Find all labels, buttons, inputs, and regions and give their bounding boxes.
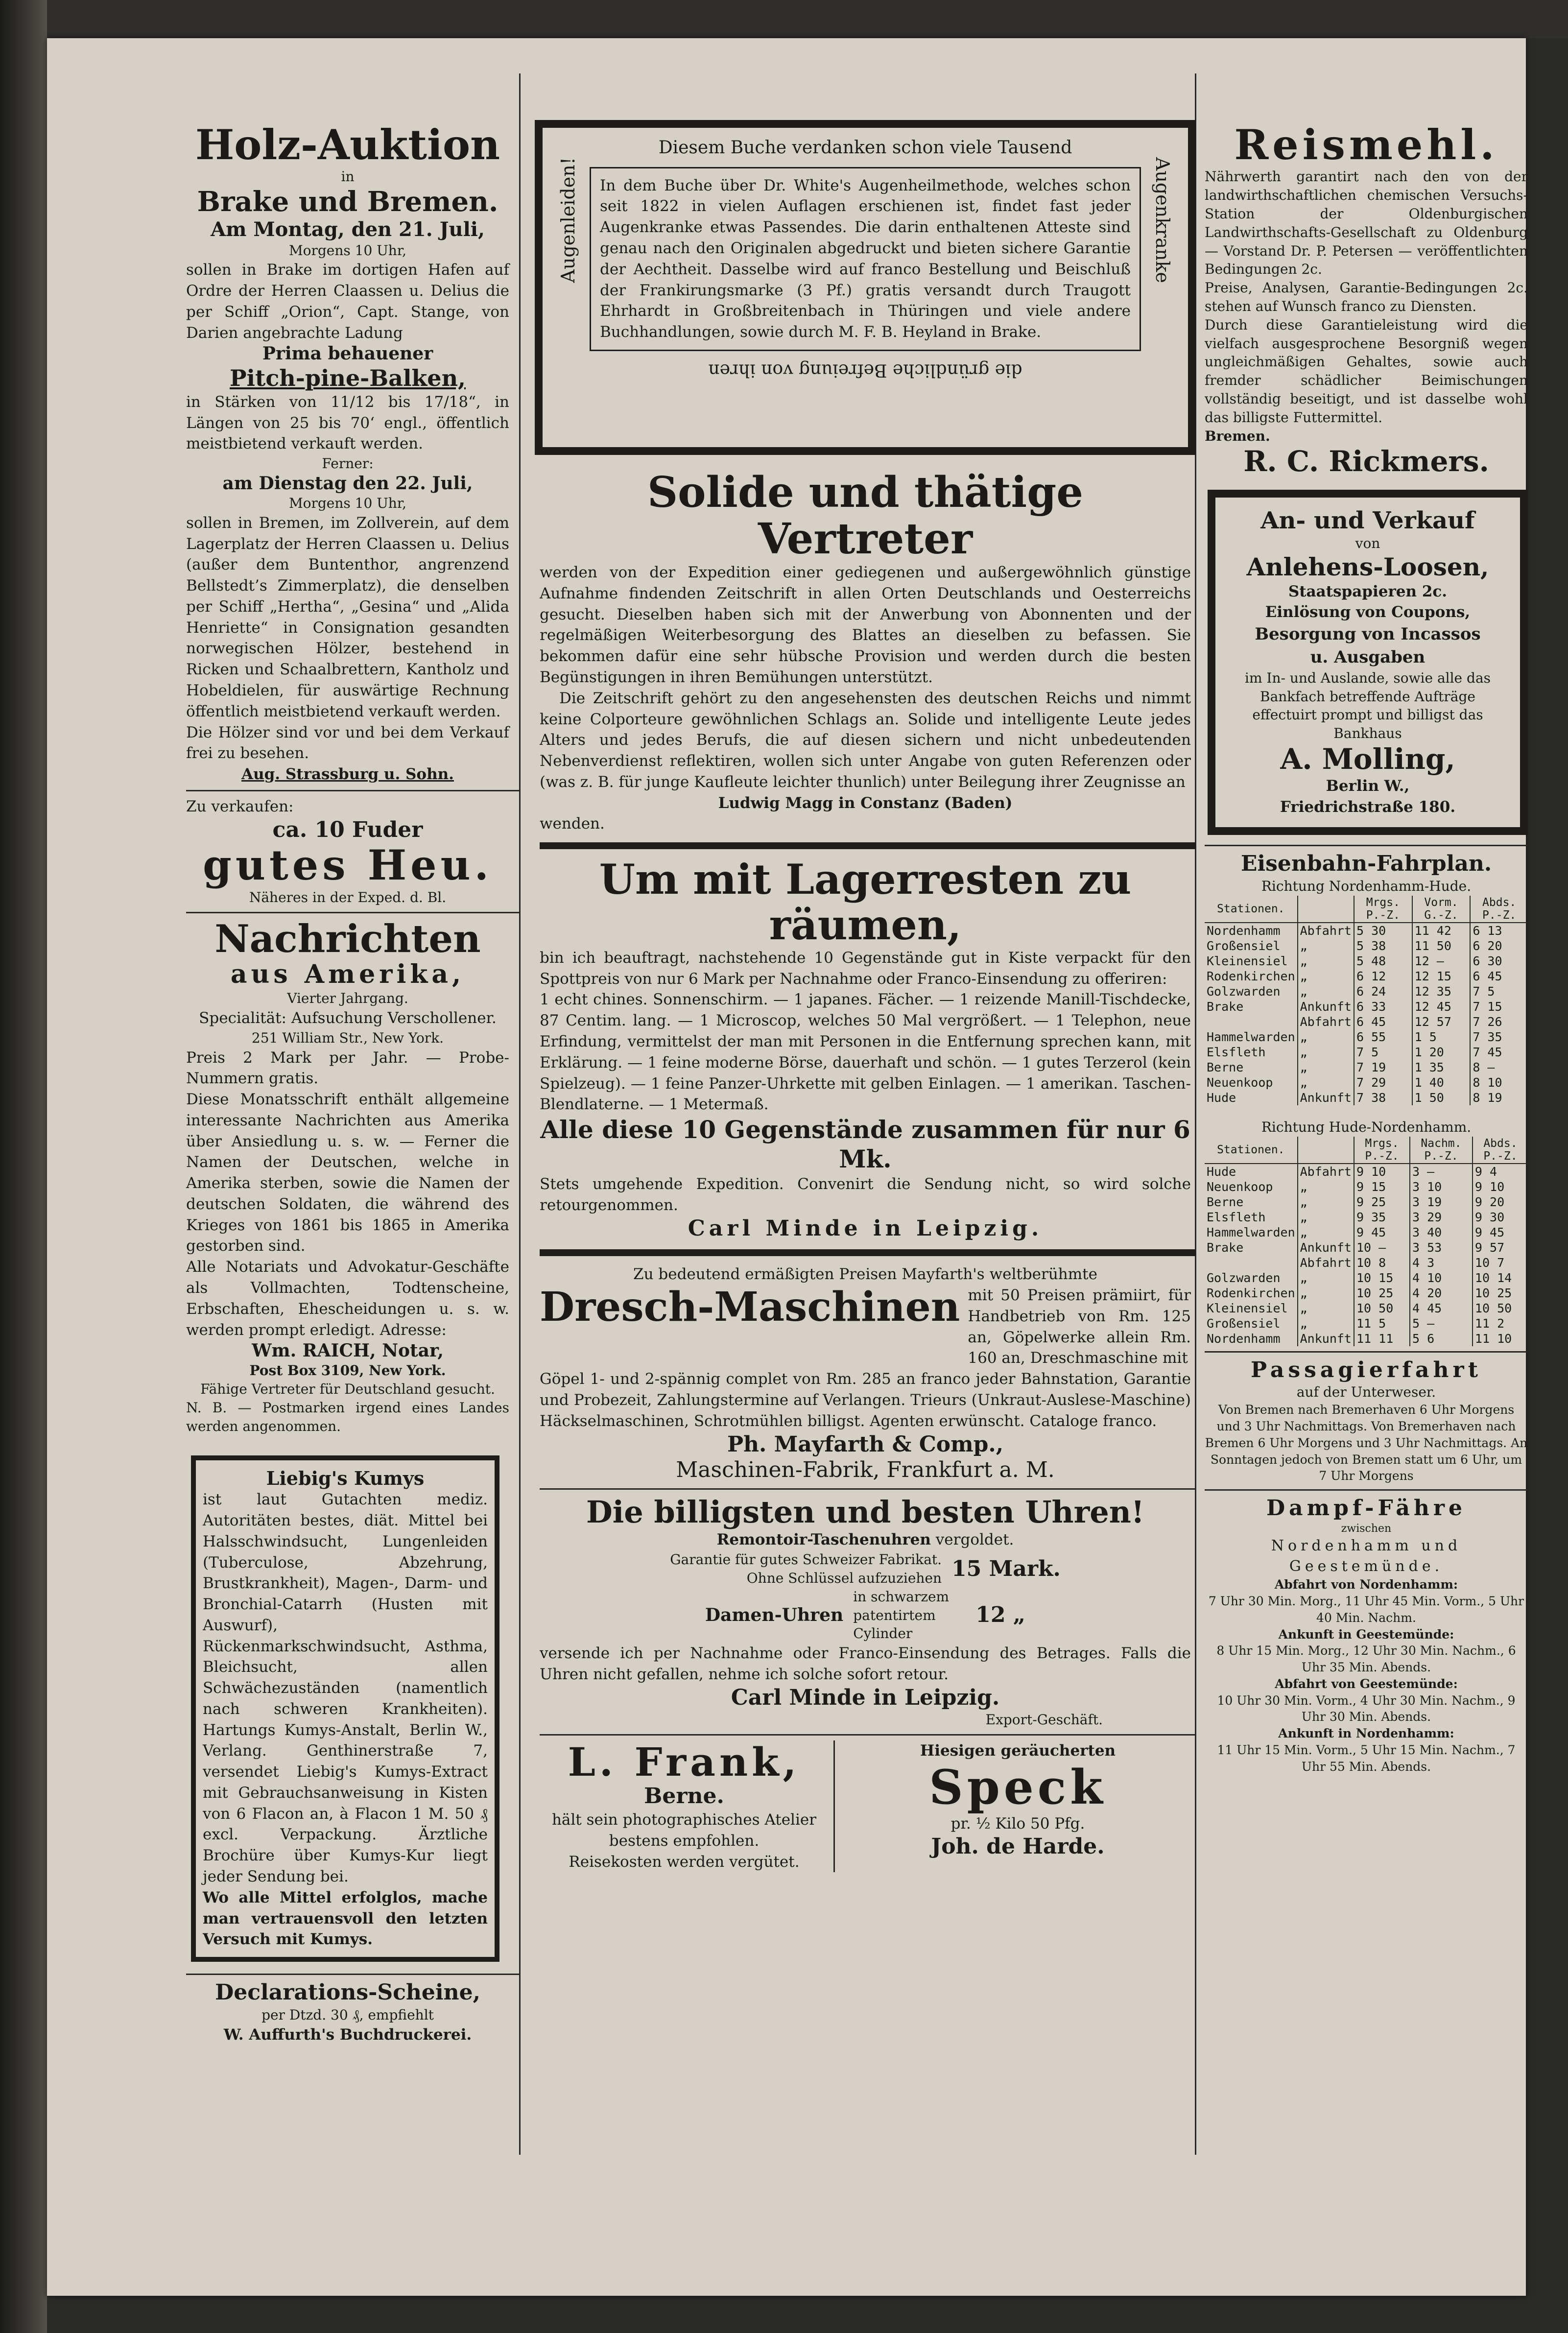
table-cell: 3 19 [1410,1194,1473,1210]
table-cell [1205,1255,1298,1270]
table-cell: 6 13 [1470,923,1528,938]
ad-subtitle: Anlehens-Loosen, [1246,552,1489,582]
table-header-cell: Abds. P.-Z. [1470,896,1528,923]
ad-text: werden von der Expedition einer gediegenen und außergewöhnlich günstige Aufnahme findenden Zeitschrift in allen Orten Deutschlands und Oesterreichs gesucht. Dieselben haben sich mit der Anwerbung von Abonnenten und der regelmäßigen Weiterbesorgung des Blattes an dieselben zu befassen. Sie bekommen dafür eine sehr hübsche Provision und werden durch die besten Begünstigungen in ihren Bemühungen unterstützt. [540,564,1191,687]
section-heading: Ankunft in Nordenhamm: [1278,1726,1454,1741]
table-cell: 6 45 [1470,969,1528,984]
table-cell: 5 — [1410,1316,1473,1331]
ad-text: In dem Buche über Dr. White's Augenheilmethode, welches schon seit 1822 in vielen Auflagen erschienen ist, findet fast jeder Augenkranke etwas Passendes. Die darin enthaltenen Atteste sind genau nach den Originalen abgedruckt und bieten sichere Garantie der Aechtheit. Dasselbe wird auf franco Bestellung und Beischluß der Frankirungsmarke (3 Pf.) gratis versandt durch Traugott Ehrhardt in Großbreitenbach in Thüringen und viele andere Buchhandlungen, sowie durch M. F. B. Heyland in Brake. [600,176,1131,341]
table-cell: 12 15 [1412,969,1471,984]
table-header-cell: Stationen. [1205,1137,1298,1164]
table-cell: 12 35 [1412,984,1471,999]
table-cell: „ [1298,1225,1354,1240]
ad-text: in Stärken von 11/12 bis 17/18“, in Längen von 25 bis 70‘ engl., öffentlich meistbietend verkauft werden. [186,393,509,453]
date: am Dienstag den 22. Juli, [222,473,473,494]
column-center [520,59,1196,1872]
ad-title: Um mit Lagerresten zu räumen, [599,855,1132,949]
ad-text: Die Zeitschrift gehört zu den angesehensten des deutschen Reichs und nimmt keine Colporteure gewöhnlichen Schlags an. Solide und intelligente Leute jedes Alters und jedes Berufs, die auf diesen sichern und nicht unbedeutenden Nebenverdienst reflektiren, wollen sich unter Angabe von guten Referenzen oder (was z. B. für junge Kaufleute leichter thunlich) unter Beilegung ihrer Zeugnisse an [540,689,1191,791]
text: Specialität: Aufsuchung Verschollener. [199,1009,497,1027]
table-cell: 4 10 [1410,1270,1473,1286]
scan-top-band [47,0,1568,38]
ad-subtitle: auf der Unterweser. [1296,1384,1436,1401]
ad-text: Stets umgehende Expedition. Convenirt die Sendung nicht, so wird solche retourgenommen. [540,1175,1191,1214]
ad-text: versende ich per Nachnahme oder Franco-Einsendung des Betrages. Falls die Uhren nicht gefallen, nehme ich solche sofort retour. [540,1644,1191,1683]
table-cell: „ [1298,1316,1354,1331]
table-cell: 1 20 [1412,1045,1471,1060]
table-row [1205,969,1528,984]
table-cell: Ankunft [1298,1331,1354,1346]
ad-dreschmaschinen [520,1264,1196,1483]
table-cell: Berne [1207,1194,1244,1209]
table-row [1205,1225,1528,1240]
table-row [1205,1316,1528,1331]
table-cell: 6 33 [1354,999,1412,1014]
product-name: Pitch-pine-Balken, [229,364,466,391]
table-cell: „ [1298,969,1354,984]
text: in schwarzem patentirtem Cylinder [853,1588,950,1642]
item-list: 1 echt chines. Sonnenschirm. — 1 japanes. Fächer. — 1 reizende Manill-Tischdecke, 87 Centim. lang. — 1 Microscop, welches 50 Mal vergrößert. — 1 Telephon, neue Erfindung, vermittelst der man mit Personen in die Entfernung sprechen kann, mit Erklärung. — 1 feine moderne Börse, dauerhaft und schön. — 1 gutes Terzerol (kein Spielzeug). — 1 feine Panzer-Uhrkette mit gelben Einlagen. — 1 amerikan. Taschen-Blendlaterne. — 1 Metermaß. [540,991,1191,1114]
text: Hiesigen geräucherten [920,1742,1116,1760]
table-cell: 11 10 [1473,1331,1528,1346]
table-cell: 5 48 [1354,953,1412,969]
table-cell: 6 30 [1470,953,1528,969]
price: Preis 2 Mark per Jahr. — Probe-Nummern gratis. [186,1048,509,1088]
table-cell: 9 30 [1473,1210,1528,1225]
table-cell: 3 29 [1410,1210,1473,1225]
text: N. B. — Postmarken irgend eines Landes werden angenommen. [186,1400,509,1434]
table-cell: 12 — [1412,953,1471,969]
direction-label: Richtung Hude-Nordenhamm. [1261,1119,1472,1135]
ad-text: bin ich beauftragt, nachstehende 10 Gegenstände gut in Kiste verpackt für den Spottpreis von nur 6 Mark per Nachnahme oder Franco-Einsendung zu offeriren: [540,949,1191,988]
table-cell: 10 50 [1473,1301,1528,1316]
table-cell: 11 50 [1412,938,1471,953]
price: 15 Mark. [951,1556,1061,1581]
table-cell: Brake [1207,999,1244,1014]
text: Ferner: [322,455,374,472]
table-cell: Ankunft [1298,999,1354,1014]
ad-title: gutes Heu. [203,841,493,890]
section-heading: Ankunft in Geestemünde: [1278,1627,1454,1642]
table-cell: Nordenhamm [1207,923,1281,938]
signature: R. C. Rickmers. [1243,445,1489,478]
ad-title: Declarations-Scheine, [215,1980,480,2005]
address: Friedrichstraße 180. [1280,798,1456,816]
table-cell: Berne [1207,1060,1244,1074]
signature: Ph. Mayfarth & Comp., [727,1431,1004,1457]
ad-title: Speck [929,1760,1107,1815]
table-cell: „ [1298,953,1354,969]
table-cell [1205,1014,1298,1029]
table-cell: „ [1298,1270,1354,1286]
ad-title: Die billigsten und besten Uhren! [586,1494,1144,1530]
table-cell: 7 19 [1354,1060,1412,1075]
table-cell: 6 12 [1354,969,1412,984]
table-row [1205,953,1528,969]
table-cell: 11 11 [1354,1331,1410,1346]
ad-text: Preise, Analysen, Garantie-Bedingungen 2c. stehen auf Wunsch franco zu Diensten. [1205,280,1528,314]
column-right [1195,59,1528,1775]
table-row [1205,1255,1528,1270]
ad-subtitle: Brake und Bremen. [197,186,499,218]
text: in [341,168,355,185]
table-cell: 10 25 [1354,1286,1410,1301]
table-cell: 3 40 [1410,1225,1473,1240]
table-row [1205,1270,1528,1286]
address: 251 William Str., New York. [251,1029,444,1046]
ad-text: Reisekosten werden vergütet. [569,1853,800,1871]
text: Wo alle Mittel erfolglos, mache man vertrauensvoll den letzten Versuch mit Kumys. [203,1888,488,1949]
table-cell: 5 30 [1354,923,1412,938]
table-header-cell: Mrgs. P.-Z. [1354,896,1412,923]
text: Prima behauener [262,343,433,364]
section-heading: Abfahrt von Geestemünde: [1275,1676,1458,1691]
table-cell: „ [1298,1286,1354,1301]
table-cell: 9 45 [1473,1225,1528,1240]
text: Näheres in der Exped. d. Bl. [249,889,447,905]
table-cell: 4 3 [1410,1255,1473,1270]
ad-reismehl [1195,59,1528,478]
table-cell: 12 57 [1412,1014,1471,1029]
table-header-cell: Stationen. [1205,896,1298,923]
ad-text: sollen in Bremen, im Zollverein, auf dem Lagerplatz der Herren Claassen u. Delius (außer dem Buntenthor, angrenzend Bellstedt’s Zimmerplatz), die denselben per Schiff „Hertha“, „Gesina“ und „Alida Henriette“ in Consignation gesandten norwegischen Hölzer, bestehend in Ricken und Schaalbrettern, Kantholz und Hobeldielen, für auswärtige Rechnung öffentlich meistbietend verkauft werden. [186,514,509,720]
table-cell: 11 42 [1412,923,1471,938]
schedule-text: 10 Uhr 30 Min. Vorm., 4 Uhr 30 Min. Nachm., 9 Uhr 30 Min. Abends. [1217,1693,1516,1724]
train-timetable [1195,851,1528,1346]
table-cell: 3 10 [1410,1179,1473,1194]
table-cell: Brake [1207,1240,1244,1255]
text: Zu bedeutend ermäßigten Preisen Mayfarth's weltberühmte [633,1265,1097,1284]
table-cell: 1 40 [1412,1075,1471,1090]
table-cell: 9 4 [1473,1164,1528,1179]
table-cell: „ [1298,1301,1354,1316]
ad-uhren [520,1495,1196,1729]
table-row [1205,1090,1528,1105]
table-cell: Abfahrt [1298,1014,1354,1029]
table-cell: 3 53 [1410,1240,1473,1255]
table-row [1205,984,1528,999]
signature: W. Auffurth's Buchdruckerei. [223,2025,472,2044]
price: 12 „ [975,1602,1026,1628]
product-name: Damen-Uhren [705,1604,844,1625]
table-cell: Golzwarden [1207,1270,1281,1285]
table-row [1205,1331,1528,1346]
table-cell: Abfahrt [1298,1255,1354,1270]
table-cell: Rodenkirchen [1207,1286,1295,1300]
table-cell: Ankunft [1298,1240,1354,1255]
text: Fähige Vertreter für Deutschland gesucht. [200,1381,495,1398]
book-spine [0,0,47,2333]
table-cell: 6 45 [1354,1014,1412,1029]
table-cell: „ [1298,1060,1354,1075]
date: Am Montag, den 21. Juli, [211,217,485,241]
ad-molling [1208,490,1528,835]
text: Berne. [644,1784,724,1809]
table-cell: 9 15 [1354,1179,1410,1194]
table-row [1205,1060,1528,1075]
table-cell: 12 45 [1412,999,1471,1014]
table-cell: „ [1298,1194,1354,1210]
table-row [1205,1045,1528,1060]
table-header-cell [1298,1137,1354,1164]
ad-title: Solide und thätige Vertreter [647,468,1083,564]
table-cell: 8 10 [1470,1075,1528,1090]
product-name: Remontoir-Taschenuhren [716,1531,931,1549]
time: Morgens 10 Uhr, [288,242,407,259]
table-cell: 7 45 [1470,1045,1528,1060]
table-cell: 10 8 [1354,1255,1410,1270]
table-cell: Abfahrt [1298,1164,1354,1179]
table-cell: 10 14 [1473,1270,1528,1286]
frame-text-right: Augenkranke [1152,157,1173,284]
ad-dampf-faehre [1195,1496,1528,1775]
offer-summary: Alle diese 10 Gegenstände zusammen für nur 6 Mk. [540,1115,1190,1174]
table-cell: „ [1298,1029,1354,1045]
table-cell: „ [1298,938,1354,953]
ad-title: Nachrichten [214,916,481,961]
table-cell: 6 20 [1470,938,1528,953]
table-header-cell: Mrgs. P.-Z. [1354,1137,1410,1164]
text: ca. 10 Fuder [272,817,423,842]
ad-text: Die Hölzer sind vor und bei dem Verkauf frei zu besehen. [186,723,509,762]
table-cell: „ [1298,1075,1354,1090]
ad-subtitle: aus Amerika, [230,959,465,990]
table-cell: Kleinensiel [1207,953,1288,968]
ad-title: An- und Verkauf [1260,507,1475,535]
ad-passagierfahrt [1195,1357,1528,1484]
ad-frank [540,1740,835,1872]
table-header-cell: Nachm. P.-Z. [1410,1137,1473,1164]
bottom-row [520,1740,1196,1872]
ad-title: L. Frank, [568,1739,801,1785]
table-cell: 9 20 [1473,1194,1528,1210]
table-row [1205,1164,1528,1179]
ad-vertreter [520,455,1196,834]
text: Besorgung von Incassos [1255,624,1481,644]
text: u. Ausgaben [1310,647,1425,667]
table-cell: Neuenkoop [1207,1075,1273,1090]
table-row [1205,1194,1528,1210]
text: Zu verkaufen: [186,797,294,815]
text: zwischen [1341,1522,1392,1535]
table-row [1205,1210,1528,1225]
table-cell: 3 — [1410,1164,1473,1179]
signature: Carl Minde in Leipzig. [688,1215,1043,1241]
table-cell: 10 25 [1473,1286,1528,1301]
table-cell: 9 25 [1354,1194,1410,1210]
text: von [1355,535,1380,552]
table-cell: Ankunft [1298,1090,1354,1105]
signature: A. Molling, [1280,742,1455,776]
price: pr. ½ Kilo 50 Pfg. [950,1814,1085,1833]
table-cell: 10 7 [1473,1255,1528,1270]
table-cell: 7 35 [1470,1029,1528,1045]
timetable-2 [1205,1137,1528,1346]
schedule-text: 8 Uhr 15 Min. Morg., 12 Uhr 30 Min. Nachm., 6 Uhr 35 Min. Abends. [1216,1643,1516,1675]
table-cell: „ [1298,984,1354,999]
text: Staatspapieren 2c. [1288,582,1448,600]
table-row [1205,999,1528,1014]
table-cell: Elsfleth [1207,1045,1266,1059]
table-cell: 1 50 [1412,1090,1471,1105]
table-cell: 4 45 [1410,1301,1473,1316]
table-cell: 11 5 [1354,1316,1410,1331]
table-cell: 9 35 [1354,1210,1410,1225]
table-cell: Hude [1207,1164,1236,1179]
ad-title: Holz-Auktion [195,120,500,169]
table-cell: 7 26 [1470,1014,1528,1029]
table-cell: 6 24 [1354,984,1412,999]
ad-text: ist laut Gutachten mediz. Autoritäten bestes, diät. Mittel bei Halsschwindsucht, Lungenleiden (Tuberculose, Abzehrung, Brustkrankheit), Magen-, Darm- und Bronchial-Catarrh (Husten mit Auswurf), Rückenmarkschwindsucht, Asthma, Bleichsucht, allen Schwächezuständen (namentlich nach schweren Krankheiten). Hartungs Kumys-Anstalt, Berlin W., Verlang. Genthinerstraße 7, versendet Liebig's Kumys-Extract mit Gebrauchsanweisung in Kisten von 6 Flacon an, à Flacon 1 M. 50 ₰ excl. Verpackung. Ärztliche Brochüre über Kumys-Kur liegt jeder Sendung bei. [203,1491,488,1886]
ad-title: Liebig's Kumys [266,1467,425,1489]
ad-amerika [147,918,519,1436]
time: Morgens 10 Uhr, [288,495,407,512]
table-cell: 7 5 [1354,1045,1412,1060]
table-row [1205,1240,1528,1255]
table-cell: 9 10 [1473,1179,1528,1194]
ad-text: Diese Monatsschrift enthält allgemeine interessante Nachrichten aus Amerika über Ansiedlung u. s. w. — Ferner die Namen der Deutschen, welche in Amerika sterben, sowie die Namen der deutschen Soldaten, die während des Krieges von 1861 bis 1865 in Amerika gestorben sind. [186,1091,509,1255]
table-row [1205,1029,1528,1045]
table-row [1205,1179,1528,1194]
frame-text-top: Diesem Buche verdanken schon viele Tausend [658,138,1072,158]
ad-title: Dampf-Fähre [1266,1496,1467,1521]
table-cell: Elsfleth [1207,1210,1266,1224]
table-cell: Abfahrt [1298,923,1354,938]
table-cell: Rodenkirchen [1207,969,1295,983]
signature: Aug. Strassburg u. Sohn. [241,765,454,784]
address: Post Box 3109, New York. [249,1362,446,1379]
signature: Carl Minde in Leipzig. [731,1685,1000,1710]
table-row [1205,1301,1528,1316]
ad-declarations [147,1980,519,2045]
table-cell: Großensiel [1207,938,1281,953]
table-cell: 9 57 [1473,1240,1528,1255]
table-cell: 10 15 [1354,1270,1410,1286]
text: wenden. [540,815,605,833]
table-cell: 10 — [1354,1240,1410,1255]
text: Berlin W., [1326,777,1410,795]
table-cell: Hammelwarden [1207,1225,1295,1239]
table-row [1205,1014,1528,1029]
table-cell: 1 5 [1412,1029,1471,1045]
table-cell: 5 38 [1354,938,1412,953]
ad-holz-auktion [147,59,519,785]
ad-heu [147,796,519,907]
table-header-cell: Abds. P.-Z. [1473,1137,1528,1164]
table-cell: Neuenkoop [1207,1179,1273,1194]
ad-white-augenheilmethode [535,120,1196,455]
table-cell: Kleinensiel [1207,1301,1288,1315]
ad-text: mit 50 Preisen prämiirt, für Handbetrieb von Rm. 125 an, Göpelwerke allein Rm. 160 an, Dreschmaschine mit [968,1286,1191,1367]
timetable-1 [1205,896,1528,1105]
ad-speck [835,1740,1196,1872]
table-cell: Nordenhamm [1207,1331,1281,1346]
text: Einlösung von Coupons, [1265,603,1471,621]
table-cell: „ [1298,1045,1354,1060]
ad-text: sollen in Brake im dortigen Hafen auf Ordre der Herren Claassen u. Delius die per Schiff „Orion“, Capt. Stange, von Darien angebrachte Ladung [186,261,509,342]
ad-text: im In- und Auslande, sowie alle das Bankfach betreffende Aufträge effectuirt prompt und billigst das Bankhaus [1244,669,1491,742]
text: vergoldet. [935,1531,1014,1549]
table-cell: 6 55 [1354,1029,1412,1045]
table-cell: 9 45 [1354,1225,1410,1240]
table-cell: 8 — [1470,1060,1528,1075]
ad-title: Passagierfahrt [1250,1357,1482,1382]
ad-text: Von Bremen nach Bremerhaven 6 Uhr Morgens und 3 Uhr Nachmittags. Von Bremerhaven nach Bremen 6 Uhr Morgens und 3 Uhr Nachmittags. An Sonntagen jedoch von Bremen statt um 6 Uhr, um 7 Uhr Morgens [1205,1403,1528,1483]
table-cell: 8 19 [1470,1090,1528,1105]
table-cell: 7 5 [1470,984,1528,999]
text: Ohne Schlüssel aufzuziehen [746,1570,942,1586]
signature: Ludwig Magg in Constanz (Baden) [718,794,1013,812]
ad-text: Durch diese Garantieleistung wird die vielfach ausgesprochene Besorgniß wegen ungleichmäßigen Gehaltes, sowie auch fremder schädlicher Beimischungen vollständig beseitigt, und ist dasselbe wohl das billigste Futtermittel. [1205,316,1528,426]
text: per Dtzd. 30 ₰, empfiehlt [261,2006,434,2023]
ad-subtitle: Nordenhamm und Geestemünde. [1271,1537,1462,1575]
signature: Maschinen-Fabrik, Frankfurt a. M. [676,1457,1055,1483]
direction-label: Richtung Nordenhamm-Hude. [1261,878,1472,895]
table-row [1205,1286,1528,1301]
table-cell: „ [1298,1179,1354,1194]
ad-title: Eisenbahn-Fahrplan. [1240,851,1492,877]
table-cell: 11 2 [1473,1316,1528,1331]
table-header-cell: Vorm. G.-Z. [1412,896,1471,923]
ad-lagerresten [520,857,1196,1241]
text: Garantie für gutes Schweizer Fabrikat. [670,1551,942,1568]
schedule-text: 11 Uhr 15 Min. Vorm., 5 Uhr 15 Min. Nachm., 7 Uhr 55 Min. Abends. [1217,1742,1516,1774]
table-cell: 5 6 [1410,1331,1473,1346]
table-cell: 4 20 [1410,1286,1473,1301]
table-cell: Großensiel [1207,1316,1281,1331]
column-left [147,59,519,2045]
table-cell: 7 38 [1354,1090,1412,1105]
frame-text-bottom: die gründliche Befreiung von ihren [708,360,1022,381]
table-cell: Hude [1207,1090,1236,1105]
ad-text: Göpel 1- und 2-spännig complet von Rm. 285 an franco jeder Bahnstation, Garantie und Probezeit, Zahlungstermine auf Verlangen. Trieurs (Unkraut-Auslese-Maschine) Häckselmaschinen, Schrotmühlen billigst. Agenten erwünscht. Cataloge franco. [540,1370,1191,1430]
section-heading: Abfahrt von Nordenhamm: [1274,1577,1458,1592]
ad-title: Dresch-Maschinen [540,1284,960,1331]
table-cell: 7 15 [1470,999,1528,1014]
table-row [1205,938,1528,953]
text: Export-Geschäft. [985,1712,1103,1728]
signature: Wm. RAICH, Notar, [252,1340,444,1361]
signature: Joh. de Harde. [931,1834,1105,1859]
ad-kumys [191,1455,499,1962]
table-row [1205,923,1528,938]
table-row [1205,1075,1528,1090]
table-header-cell [1298,896,1354,923]
table-cell: Golzwarden [1207,984,1281,999]
ad-title: Reismehl. [1234,120,1498,169]
frame-text-left: Augenleiden! [557,157,579,283]
table-cell: 10 50 [1354,1301,1410,1316]
ad-text: Nährwerth garantirt nach den von der landwirthschaftlichen chemischen Versuchs-Station der Oldenburgischen Landwirthschafts-Gesellschaft zu Oldenburg — Vorstand Dr. P. Petersen — veröffentlichten Bedingungen 2c. [1205,168,1528,278]
ad-text: hält sein photographisches Atelier bestens empfohlen. [551,1811,817,1850]
schedule-text: 7 Uhr 30 Min. Morg., 11 Uhr 45 Min. Vorm., 5 Uhr 40 Min. Nachm. [1208,1594,1524,1625]
table-cell: 9 10 [1354,1164,1410,1179]
ad-text: Alle Notariats und Advokatur-Geschäfte als Vollmachten, Todtenscheine, Erbschaften, Ehescheidungen u. s. w. werden prompt erledigt. Adresse: [186,1258,509,1339]
text: Bremen. [1205,428,1270,444]
text: Vierter Jahrgang. [287,990,408,1007]
table-cell: 1 35 [1412,1060,1471,1075]
table-cell: 7 29 [1354,1075,1412,1090]
table-cell: „ [1298,1210,1354,1225]
table-cell: Hammelwarden [1207,1029,1295,1044]
